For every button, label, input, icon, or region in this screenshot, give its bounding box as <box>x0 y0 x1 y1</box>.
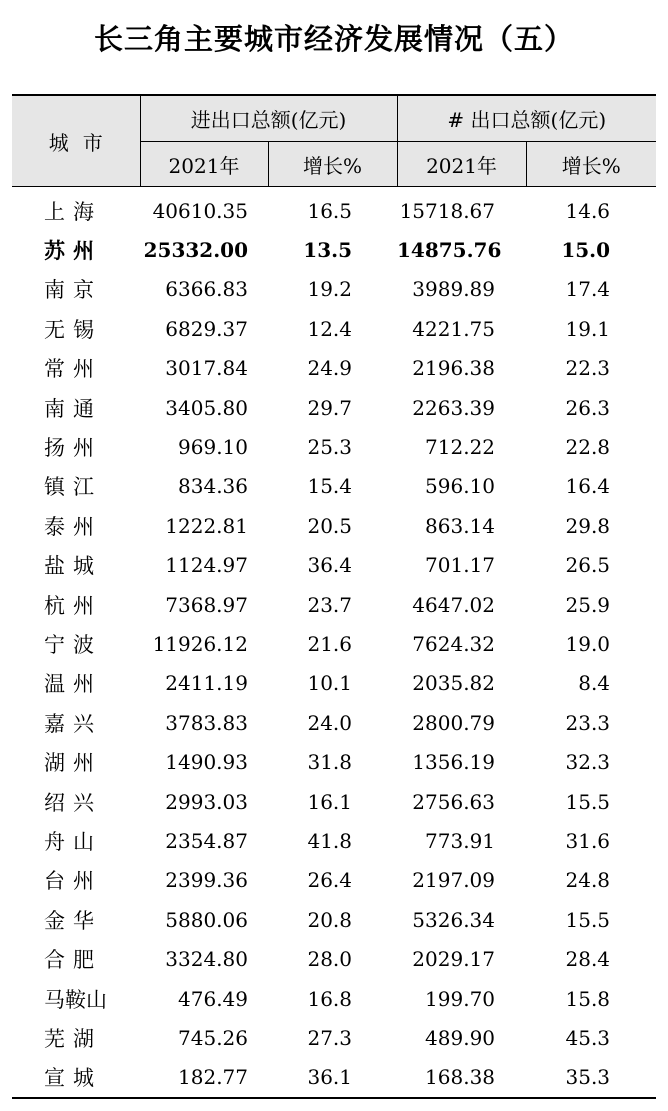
city-name-cell: 杭州 <box>44 593 102 618</box>
import-export-total-cell: 182.77 <box>140 1058 268 1098</box>
import-export-total-cell: 3324.80 <box>165 947 248 972</box>
import-export-total-cell: 1222.81 <box>165 513 248 538</box>
import-export-growth-cell: 41.8 <box>307 828 353 853</box>
import-export-total-cell: 3405.80 <box>165 395 248 420</box>
table-row <box>12 309 656 348</box>
header-growth-total: 增长% <box>268 142 397 187</box>
table-row <box>12 703 656 742</box>
table-row <box>12 349 656 388</box>
table-body <box>12 187 656 1098</box>
table-row <box>12 546 656 585</box>
import-export-total-cell: 2354.87 <box>165 828 248 853</box>
header-year-total: 2021年 <box>140 142 268 187</box>
table-row <box>12 467 656 506</box>
city-name-cell: 台州 <box>44 869 102 894</box>
import-export-growth-cell: 20.8 <box>307 907 353 932</box>
import-export-total-cell: 969.10 <box>178 435 248 460</box>
city-name-cell: 马鞍山 <box>44 987 107 1012</box>
export-growth-cell: 23.3 <box>565 710 611 735</box>
table-row <box>12 506 656 545</box>
header-growth-export: 增长% <box>526 142 656 187</box>
export-growth-cell: 19.0 <box>565 631 611 656</box>
city-name-cell: 舟山 <box>44 829 102 854</box>
export-total-cell: 2196.38 <box>412 356 496 381</box>
city-name-cell: 盐城 <box>44 554 102 579</box>
import-export-total-cell: 3783.83 <box>165 710 248 735</box>
export-growth-cell: 26.5 <box>565 553 611 578</box>
import-export-total-cell: 745.26 <box>178 1025 248 1050</box>
city-name-cell: 宁波 <box>44 632 102 657</box>
export-total-cell: 7624.32 <box>412 631 496 656</box>
export-growth-cell: 17.4 <box>565 277 611 302</box>
economy-table <box>12 94 656 1099</box>
export-growth-cell: 29.8 <box>565 513 611 538</box>
export-total-cell: 4647.02 <box>412 592 496 617</box>
city-name-cell: 嘉兴 <box>44 711 102 736</box>
import-export-growth-cell: 16.1 <box>307 789 353 814</box>
city-name-cell: 湖州 <box>44 751 102 776</box>
import-export-total-cell: 6366.83 <box>165 277 248 302</box>
export-growth-cell: 35.3 <box>526 1058 656 1098</box>
export-total-cell: 596.10 <box>425 474 496 499</box>
import-export-growth-cell: 28.0 <box>307 947 353 972</box>
city-name-cell: 绍兴 <box>44 790 102 815</box>
export-total-cell: 773.91 <box>425 828 496 853</box>
city-name-cell: 镇江 <box>44 475 102 500</box>
import-export-total-cell: 1490.93 <box>165 750 248 775</box>
export-total-cell: 2029.17 <box>412 947 496 972</box>
import-export-total-cell: 11926.12 <box>152 631 248 656</box>
export-total-cell: 168.38 <box>397 1058 526 1098</box>
export-growth-cell: 28.4 <box>565 947 611 972</box>
header-export-total: # 出口总额(亿元) <box>397 95 656 142</box>
export-total-cell: 4221.75 <box>412 316 496 341</box>
import-export-growth-cell: 36.4 <box>307 553 353 578</box>
export-total-cell: 3989.89 <box>412 277 496 302</box>
import-export-growth-cell: 15.4 <box>307 474 353 499</box>
import-export-total-cell: 3017.84 <box>165 356 248 381</box>
export-growth-cell: 25.9 <box>565 592 611 617</box>
import-export-total-cell: 476.49 <box>178 986 248 1011</box>
table-row <box>12 624 656 663</box>
export-growth-cell: 31.6 <box>565 828 611 853</box>
table-row <box>12 585 656 624</box>
import-export-growth-cell: 29.7 <box>307 395 353 420</box>
city-name-cell: 无锡 <box>44 317 102 342</box>
page-title: 长三角主要城市经济发展情况（五） <box>93 22 574 56</box>
import-export-growth-cell: 26.4 <box>307 868 353 893</box>
table-row <box>12 1058 656 1098</box>
import-export-growth-cell: 12.4 <box>307 316 353 341</box>
export-total-cell: 1356.19 <box>412 750 496 775</box>
table-row <box>12 230 656 269</box>
import-export-growth-cell: 23.7 <box>307 592 353 617</box>
table-row <box>12 388 656 427</box>
import-export-growth-cell: 19.2 <box>307 277 353 302</box>
import-export-growth-cell: 24.9 <box>307 356 353 381</box>
export-total-cell: 199.70 <box>425 986 496 1011</box>
city-name-cell: 苏州 <box>44 239 102 264</box>
import-export-growth-cell: 13.5 <box>303 238 353 263</box>
export-growth-cell: 22.3 <box>565 356 611 381</box>
export-growth-cell: 15.0 <box>561 238 611 263</box>
table-row <box>12 900 656 939</box>
table-row <box>12 427 656 466</box>
export-growth-cell: 32.3 <box>565 750 611 775</box>
import-export-growth-cell: 21.6 <box>307 631 353 656</box>
export-total-cell: 2756.63 <box>412 789 496 814</box>
import-export-growth-cell: 16.5 <box>307 198 353 223</box>
header-import-export-total: 进出口总额(亿元) <box>140 95 397 142</box>
import-export-total-cell: 6829.37 <box>165 316 248 341</box>
import-export-total-cell: 40610.35 <box>152 198 248 223</box>
table-row <box>12 1018 656 1057</box>
city-name-cell: 温州 <box>44 672 102 697</box>
table-row <box>12 939 656 978</box>
export-total-cell: 489.90 <box>425 1025 496 1050</box>
import-export-growth-cell: 16.8 <box>307 986 353 1011</box>
export-growth-cell: 8.4 <box>578 671 611 696</box>
header-year-export: 2021年 <box>397 142 526 187</box>
import-export-growth-cell: 10.1 <box>307 671 353 696</box>
export-growth-cell: 45.3 <box>565 1025 611 1050</box>
export-growth-cell: 15.8 <box>565 986 611 1011</box>
import-export-total-cell: 5880.06 <box>165 907 248 932</box>
import-export-total-cell: 834.36 <box>178 474 248 499</box>
import-export-growth-cell: 24.0 <box>307 710 353 735</box>
city-name-cell: 南京 <box>44 278 102 303</box>
export-growth-cell: 19.1 <box>565 316 611 341</box>
import-export-total-cell: 2993.03 <box>165 789 248 814</box>
city-name-cell: 宣城 <box>12 1058 140 1098</box>
import-export-growth-cell: 20.5 <box>307 513 353 538</box>
export-total-cell: 2800.79 <box>412 710 496 735</box>
city-name-cell: 扬州 <box>44 436 102 461</box>
table-header <box>12 95 656 187</box>
table-row <box>12 664 656 703</box>
export-total-cell: 14875.76 <box>397 238 502 263</box>
table-row <box>12 270 656 309</box>
export-growth-cell: 15.5 <box>565 907 611 932</box>
export-total-cell: 2035.82 <box>412 671 496 696</box>
export-total-cell: 701.17 <box>425 553 496 578</box>
import-export-total-cell: 2399.36 <box>165 868 248 893</box>
export-growth-cell: 24.8 <box>565 868 611 893</box>
export-total-cell: 2197.09 <box>412 868 496 893</box>
import-export-total-cell: 7368.97 <box>165 592 248 617</box>
export-total-cell: 15718.67 <box>399 198 496 223</box>
city-name-cell: 芜湖 <box>44 1026 102 1051</box>
header-city: 城市 <box>12 95 140 187</box>
import-export-growth-cell: 36.1 <box>268 1058 397 1098</box>
city-name-cell: 上海 <box>44 199 102 224</box>
import-export-growth-cell: 25.3 <box>307 435 353 460</box>
table-row <box>12 821 656 860</box>
city-name-cell: 南通 <box>44 396 102 421</box>
export-total-cell: 2263.39 <box>412 395 496 420</box>
export-growth-cell: 15.5 <box>565 789 611 814</box>
city-name-cell: 合肥 <box>44 948 102 973</box>
city-name-cell: 泰州 <box>44 514 102 539</box>
export-growth-cell: 22.8 <box>565 435 611 460</box>
city-name-cell: 常州 <box>44 357 102 382</box>
import-export-growth-cell: 27.3 <box>307 1025 353 1050</box>
export-growth-cell: 16.4 <box>565 474 611 499</box>
export-total-cell: 863.14 <box>425 513 496 538</box>
export-growth-cell: 14.6 <box>565 198 611 223</box>
city-name-cell: 金华 <box>44 908 102 933</box>
export-total-cell: 712.22 <box>425 435 496 460</box>
export-growth-cell: 26.3 <box>565 395 611 420</box>
import-export-total-cell: 2411.19 <box>165 671 248 696</box>
table-row <box>12 742 656 781</box>
import-export-total-cell: 1124.97 <box>165 553 248 578</box>
import-export-growth-cell: 31.8 <box>307 750 353 775</box>
table-row <box>12 979 656 1018</box>
import-export-total-cell: 25332.00 <box>143 238 248 263</box>
export-total-cell: 5326.34 <box>412 907 496 932</box>
table-row <box>12 187 656 231</box>
table-row <box>12 782 656 821</box>
table-row <box>12 861 656 900</box>
